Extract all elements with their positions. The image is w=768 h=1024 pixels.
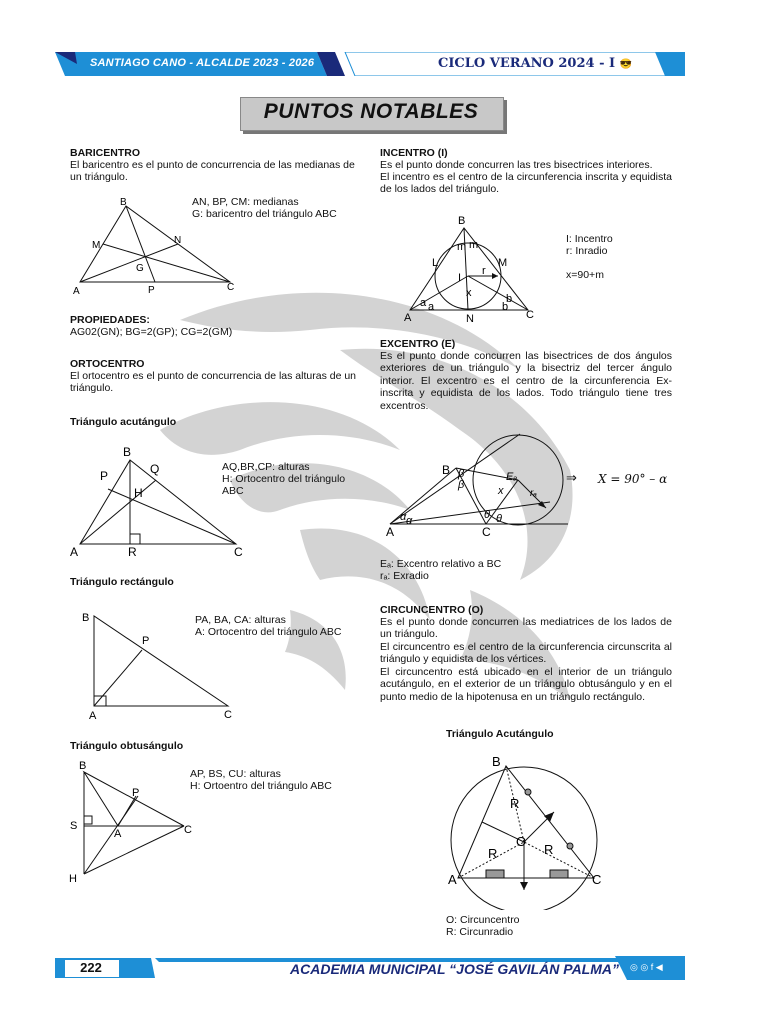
label-R2: R bbox=[488, 846, 498, 861]
label-E: Eₐ bbox=[506, 471, 518, 483]
sunglasses-icon: 😎 bbox=[619, 59, 633, 70]
circuncentro-heading: CIRCUNCENTRO (O) bbox=[380, 604, 484, 616]
excentro-text: Es el punto donde concurren las bisectrices de dos ángulos exteriores de un triángulo y la bisectriz del tercer ángulo interior. El excentro es el centro de la circunferencia Ex-inscrita y equidista de los lados. Todo triángulo tiene tres excentros. bbox=[380, 350, 672, 412]
label-R: R bbox=[128, 545, 137, 559]
circuncentro-note1: O: Circuncentro bbox=[446, 914, 520, 926]
label-C: C bbox=[227, 282, 235, 293]
excentro-note2: rₐ: Exradio bbox=[380, 570, 429, 582]
propiedades-text: AG02(GN); BG=2(GP); CG=2(GM) bbox=[70, 326, 233, 338]
label-beta: β bbox=[458, 468, 465, 480]
baricentro-note1: AN, BP, CM: medianas bbox=[192, 196, 299, 208]
label-R3: R bbox=[544, 842, 554, 857]
label-C: C bbox=[234, 545, 243, 559]
circuncentro-text3: El circuncentro está ubicado en el interior de un triángulo acutángulo, en el exterior de un triángulo obtusángulo y en el punto medio de la hipotenusa en un triángulo rectángulo. bbox=[380, 666, 672, 703]
label-S: S bbox=[70, 820, 78, 832]
label-C: C bbox=[482, 525, 491, 539]
rectangulo-note1: PA, BA, CA: alturas bbox=[195, 614, 286, 626]
label-A: A bbox=[89, 710, 97, 722]
incentro-heading: INCENTRO (I) bbox=[380, 147, 448, 159]
label-A: A bbox=[73, 286, 80, 297]
label-C: C bbox=[184, 824, 192, 836]
label-m: m bbox=[457, 241, 467, 253]
footer-text: ACADEMIA MUNICIPAL “JOSÉ GAVILÁN PALMA” bbox=[290, 961, 620, 977]
page-number: 222 bbox=[80, 960, 102, 975]
incentro-text1: Es el punto donde concurren las tres bisectrices interiores. bbox=[380, 159, 653, 171]
circuncentro-text2: El circuncentro es el centro de la circunferencia circunscrita al triángulo y equidista de los vértices. bbox=[380, 641, 672, 666]
label-A: A bbox=[404, 312, 412, 324]
label-A: A bbox=[114, 828, 122, 840]
incentro-text2: El incentro es el centro de la circunferencia inscrita y equidista de los lados del triángulo. bbox=[380, 171, 672, 196]
label-B: B bbox=[79, 760, 87, 772]
rectangulo-note2: A: Ortocentro del triángulo ABC bbox=[195, 626, 342, 638]
label-M: M bbox=[92, 240, 101, 251]
label-b2: b bbox=[502, 301, 509, 313]
label-O: O bbox=[516, 834, 527, 849]
label-beta2: β bbox=[458, 479, 465, 491]
label-theta: θ bbox=[484, 509, 490, 521]
label-N: N bbox=[466, 313, 474, 325]
circuncentro-fig-heading: Triángulo Acutángulo bbox=[446, 728, 554, 740]
label-r: rₐ bbox=[530, 488, 537, 499]
propiedades-heading: PROPIEDADES: bbox=[70, 314, 150, 326]
label-Q: Q bbox=[150, 462, 160, 476]
label-C: C bbox=[592, 872, 602, 887]
label-M: M bbox=[498, 257, 508, 269]
acutangulo-note3: ABC bbox=[222, 485, 244, 497]
page-title: PUNTOS NOTABLES bbox=[263, 100, 479, 123]
label-A: A bbox=[448, 872, 457, 887]
excentro-formula: X = 90° – α bbox=[598, 472, 668, 486]
obtusangulo-note2: H: Ortoentro del triángulo ABC bbox=[190, 780, 332, 792]
label-P: P bbox=[132, 787, 140, 799]
obtusangulo-heading: Triángulo obtusángulo bbox=[70, 740, 184, 752]
baricentro-text: El baricentro es el punto de concurrencia de las medianas de un triángulo. bbox=[70, 159, 355, 184]
circuncentro-note2: R: Circunradio bbox=[446, 926, 514, 938]
excentro-figure bbox=[380, 422, 580, 542]
excentro-note1: Eₐ: Excentro relativo a BC bbox=[380, 558, 502, 570]
acutangulo-note2: H: Ortocentro del triángulo bbox=[222, 473, 346, 485]
label-x: x bbox=[498, 485, 504, 497]
obtusangulo-figure bbox=[66, 756, 206, 891]
label-B: B bbox=[120, 197, 127, 208]
baricentro-heading: BARICENTRO bbox=[70, 147, 140, 159]
label-C: C bbox=[526, 309, 534, 321]
incentro-note3: x=90+m bbox=[566, 269, 604, 281]
label-A: A bbox=[70, 545, 79, 559]
label-a2: a bbox=[428, 301, 435, 313]
excentro-heading: EXCENTRO (E) bbox=[380, 338, 456, 350]
label-B: B bbox=[123, 445, 132, 459]
label-a: a bbox=[420, 297, 427, 309]
implies-arrow: ⇒ bbox=[566, 470, 577, 485]
label-I: I bbox=[458, 272, 462, 284]
incentro-note2: r: Inradio bbox=[566, 245, 608, 257]
label-C: C bbox=[224, 709, 232, 721]
label-x: x bbox=[466, 287, 472, 299]
label-P: P bbox=[100, 469, 109, 483]
label-b: b bbox=[506, 293, 513, 305]
acutangulo-heading: Triángulo acutángulo bbox=[70, 416, 177, 428]
social-icons: ◎ ◎ f ◀ bbox=[630, 962, 663, 972]
label-G: G bbox=[136, 263, 144, 274]
baricentro-note2: G: baricentro del triángulo ABC bbox=[192, 208, 337, 220]
header-left-text: SANTIAGO CANO - ALCALDE 2023 - 2026 bbox=[90, 57, 315, 69]
header-right-text: CICLO VERANO 2024 - I 😎 bbox=[438, 56, 633, 71]
label-alpha2: α bbox=[406, 515, 413, 527]
label-theta2: θ bbox=[496, 513, 502, 525]
label-A: A bbox=[386, 525, 395, 539]
label-alpha: α bbox=[400, 511, 407, 523]
incentro-note1: I: Incentro bbox=[566, 233, 613, 245]
circuncentro-text1: Es el punto donde concurren las mediatrices de los lados de un triángulo. bbox=[380, 616, 672, 641]
incentro-figure bbox=[400, 210, 550, 325]
rectangulo-heading: Triángulo rectángulo bbox=[70, 576, 174, 588]
obtusangulo-note1: AP, BS, CU: alturas bbox=[190, 768, 281, 780]
label-B: B bbox=[442, 463, 451, 477]
label-B: B bbox=[492, 754, 501, 769]
label-P: P bbox=[142, 635, 150, 647]
label-r: r bbox=[482, 265, 486, 277]
ortocentro-text: El ortocentro es el punto de concurrencia de las alturas de un triángulo. bbox=[70, 370, 357, 395]
baricentro-figure bbox=[70, 192, 240, 302]
label-R: R bbox=[510, 796, 520, 811]
ortocentro-heading: ORTOCENTRO bbox=[70, 358, 145, 370]
label-P: P bbox=[148, 285, 155, 296]
rectangulo-figure bbox=[78, 608, 248, 723]
acutangulo-note1: AQ,BR,CP: alturas bbox=[222, 461, 310, 473]
label-H: H bbox=[134, 486, 143, 500]
label-L: L bbox=[432, 257, 439, 269]
label-B: B bbox=[82, 612, 90, 624]
circuncentro-figure bbox=[444, 750, 614, 910]
label-N: N bbox=[174, 235, 182, 246]
label-m2: m bbox=[469, 239, 479, 251]
label-B: B bbox=[458, 215, 466, 227]
label-H: H bbox=[69, 873, 77, 885]
acutangulo-figure bbox=[66, 442, 256, 562]
